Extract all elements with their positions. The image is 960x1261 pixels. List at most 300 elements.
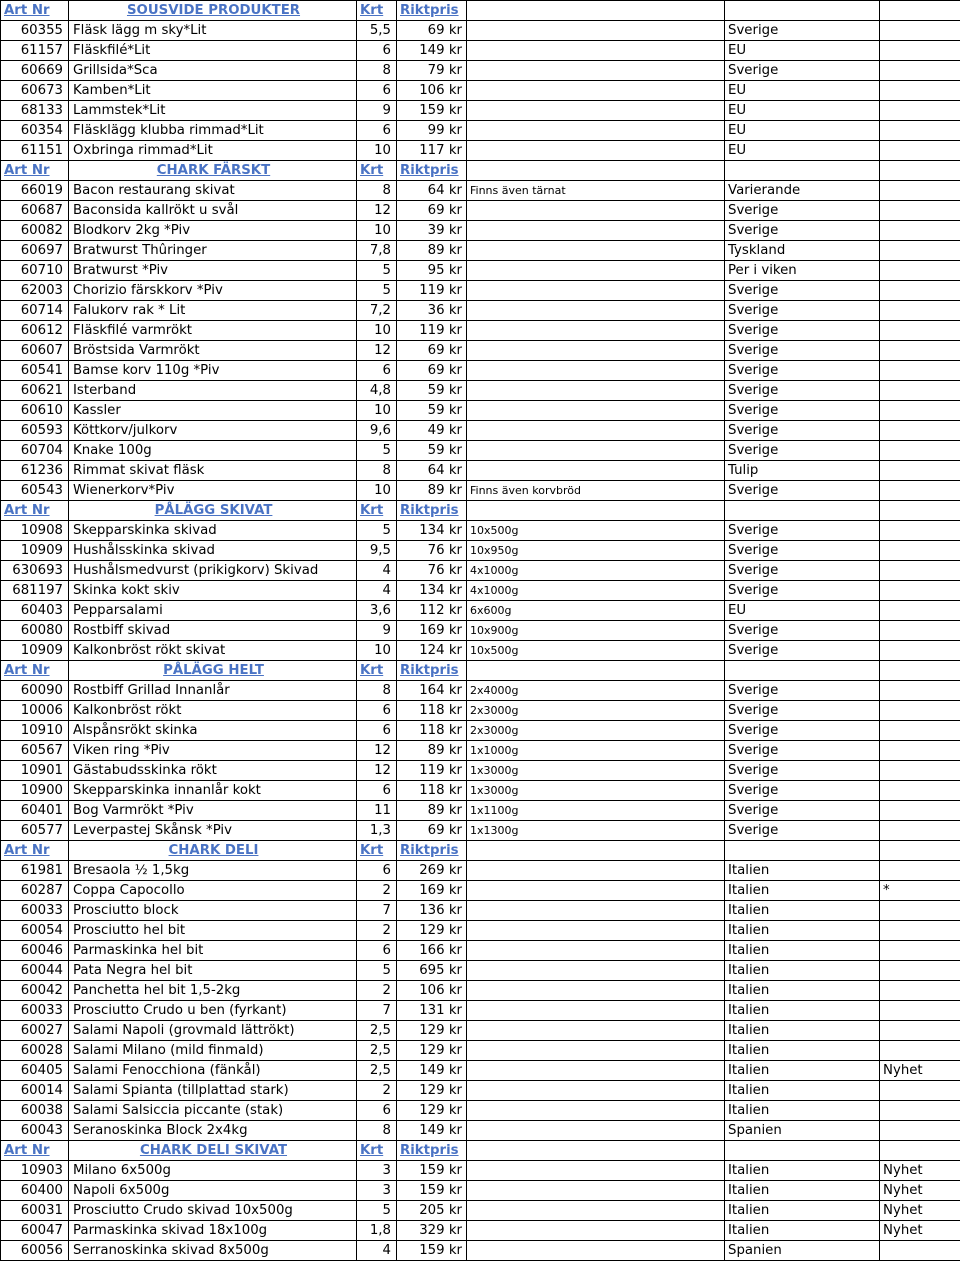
table-row (1, 1041, 960, 1061)
price-list-body (1, 1, 960, 1261)
product-flag (880, 941, 960, 961)
carton-quantity: 3 (357, 1161, 397, 1181)
header-riktpris: Riktpris (397, 661, 467, 681)
origin-country: Sverige (725, 381, 880, 401)
product-flag (880, 61, 960, 81)
product-note (467, 201, 725, 221)
product-name: Bog Varmrökt *Piv (69, 801, 357, 821)
product-name: Salami Fenocchiona (fänkål) (69, 1061, 357, 1081)
table-row (1, 861, 960, 881)
recommended-price: 59 kr (397, 381, 467, 401)
product-flag: Nyhet (880, 1181, 960, 1201)
article-number: 60541 (1, 361, 69, 381)
product-name: Alspånsrökt skinka (69, 721, 357, 741)
header-origin-empty (725, 1141, 880, 1161)
table-row (1, 101, 960, 121)
product-flag (880, 361, 960, 381)
table-row (1, 1001, 960, 1021)
origin-country: Sverige (725, 401, 880, 421)
recommended-price: 129 kr (397, 1101, 467, 1121)
carton-quantity: 8 (357, 461, 397, 481)
product-name: Serranoskinka skivad 8x500g (69, 1241, 357, 1261)
header-krt: Krt (357, 1, 397, 21)
product-name: Prosciutto hel bit (69, 921, 357, 941)
table-row (1, 601, 960, 621)
article-number: 60038 (1, 1101, 69, 1121)
product-flag (880, 981, 960, 1001)
product-flag: * (880, 881, 960, 901)
product-note: 1x1000g (467, 741, 725, 761)
origin-country: Italien (725, 901, 880, 921)
product-note (467, 921, 725, 941)
product-note (467, 861, 725, 881)
product-name: Fläskfilé*Lit (69, 41, 357, 61)
header-art-nr: Art Nr (1, 161, 69, 181)
article-number: 630693 (1, 561, 69, 581)
carton-quantity: 5 (357, 261, 397, 281)
recommended-price: 112 kr (397, 601, 467, 621)
recommended-price: 205 kr (397, 1201, 467, 1221)
origin-country: EU (725, 81, 880, 101)
carton-quantity: 5 (357, 521, 397, 541)
section-title: PÅLÄGG HELT (69, 661, 357, 681)
recommended-price: 149 kr (397, 1121, 467, 1141)
product-name: Seranoskinka Block 2x4kg (69, 1121, 357, 1141)
header-note-empty (467, 841, 725, 861)
section-title: CHARK FÄRSKT (69, 161, 357, 181)
recommended-price: 129 kr (397, 921, 467, 941)
origin-country: Italien (725, 881, 880, 901)
recommended-price: 76 kr (397, 541, 467, 561)
origin-country: Italien (725, 1001, 880, 1021)
table-row (1, 461, 960, 481)
origin-country: Tyskland (725, 241, 880, 261)
product-note (467, 961, 725, 981)
origin-country: Italien (725, 1061, 880, 1081)
header-flag-empty (880, 661, 960, 681)
recommended-price: 129 kr (397, 1041, 467, 1061)
product-flag (880, 221, 960, 241)
recommended-price: 89 kr (397, 741, 467, 761)
article-number: 60710 (1, 261, 69, 281)
article-number: 66019 (1, 181, 69, 201)
table-row (1, 441, 960, 461)
article-number: 60287 (1, 881, 69, 901)
product-note (467, 321, 725, 341)
table-row (1, 741, 960, 761)
recommended-price: 117 kr (397, 141, 467, 161)
carton-quantity: 3 (357, 1181, 397, 1201)
recommended-price: 695 kr (397, 961, 467, 981)
origin-country: EU (725, 141, 880, 161)
product-name: Napoli 6x500g (69, 1181, 357, 1201)
origin-country: Sverige (725, 281, 880, 301)
recommended-price: 329 kr (397, 1221, 467, 1241)
recommended-price: 106 kr (397, 981, 467, 1001)
origin-country: Italien (725, 1181, 880, 1201)
table-row (1, 181, 960, 201)
header-krt: Krt (357, 661, 397, 681)
article-number: 60704 (1, 441, 69, 461)
product-name: Prosciutto Crudo skivad 10x500g (69, 1201, 357, 1221)
recommended-price: 118 kr (397, 701, 467, 721)
product-flag (880, 261, 960, 281)
table-row (1, 641, 960, 661)
product-name: Milano 6x500g (69, 1161, 357, 1181)
product-name: Kassler (69, 401, 357, 421)
table-row (1, 901, 960, 921)
header-note-empty (467, 501, 725, 521)
origin-country: Sverige (725, 801, 880, 821)
article-number: 681197 (1, 581, 69, 601)
table-row (1, 521, 960, 541)
origin-country: Sverige (725, 221, 880, 241)
carton-quantity: 6 (357, 121, 397, 141)
header-origin-empty (725, 1, 880, 21)
origin-country: Italien (725, 921, 880, 941)
recommended-price: 166 kr (397, 941, 467, 961)
table-row (1, 361, 960, 381)
article-number: 60593 (1, 421, 69, 441)
carton-quantity: 9,6 (357, 421, 397, 441)
table-row (1, 1061, 960, 1081)
origin-country: Sverige (725, 321, 880, 341)
table-row (1, 781, 960, 801)
article-number: 60400 (1, 1181, 69, 1201)
carton-quantity: 9 (357, 621, 397, 641)
product-note (467, 301, 725, 321)
article-number: 60042 (1, 981, 69, 1001)
recommended-price: 79 kr (397, 61, 467, 81)
product-name: Kalkonbröst rökt (69, 701, 357, 721)
product-name: Chorizio färskkorv *Piv (69, 281, 357, 301)
recommended-price: 95 kr (397, 261, 467, 281)
product-name: Fläsk lägg m sky*Lit (69, 21, 357, 41)
product-note (467, 1081, 725, 1101)
table-row (1, 921, 960, 941)
recommended-price: 118 kr (397, 781, 467, 801)
product-name: Viken ring *Piv (69, 741, 357, 761)
article-number: 60607 (1, 341, 69, 361)
origin-country: EU (725, 101, 880, 121)
table-row (1, 41, 960, 61)
product-name: Bratwurst Thûringer (69, 241, 357, 261)
product-note: 2x3000g (467, 721, 725, 741)
table-row (1, 481, 960, 501)
origin-country: Italien (725, 1041, 880, 1061)
product-note (467, 981, 725, 1001)
carton-quantity: 6 (357, 721, 397, 741)
header-origin-empty (725, 661, 880, 681)
product-note: 2x4000g (467, 681, 725, 701)
article-number: 61151 (1, 141, 69, 161)
article-number: 10908 (1, 521, 69, 541)
article-number: 10909 (1, 641, 69, 661)
product-note (467, 61, 725, 81)
table-row (1, 61, 960, 81)
product-note: 6x600g (467, 601, 725, 621)
table-row (1, 561, 960, 581)
carton-quantity: 9,5 (357, 541, 397, 561)
table-row (1, 261, 960, 281)
product-flag (880, 561, 960, 581)
article-number: 60355 (1, 21, 69, 41)
product-name: Pata Negra hel bit (69, 961, 357, 981)
product-note (467, 101, 725, 121)
recommended-price: 136 kr (397, 901, 467, 921)
product-flag (880, 441, 960, 461)
product-name: Prosciutto block (69, 901, 357, 921)
table-row (1, 81, 960, 101)
product-flag (880, 681, 960, 701)
product-note: Finns även korvbröd (467, 481, 725, 501)
product-name: Panchetta hel bit 1,5-2kg (69, 981, 357, 1001)
product-flag (880, 781, 960, 801)
product-name: Parmaskinka hel bit (69, 941, 357, 961)
product-note (467, 1021, 725, 1041)
product-name: Gästabudsskinka rökt (69, 761, 357, 781)
carton-quantity: 4 (357, 1241, 397, 1261)
product-flag: Nyhet (880, 1061, 960, 1081)
product-name: Lammstek*Lit (69, 101, 357, 121)
product-flag (880, 301, 960, 321)
product-note (467, 1121, 725, 1141)
product-flag (880, 901, 960, 921)
product-flag (880, 381, 960, 401)
origin-country: Italien (725, 1021, 880, 1041)
product-name: Bröstsida Varmrökt (69, 341, 357, 361)
origin-country: Italien (725, 941, 880, 961)
product-flag (880, 721, 960, 741)
origin-country: EU (725, 41, 880, 61)
origin-country: Sverige (725, 701, 880, 721)
section-title: CHARK DELI SKIVAT (69, 1141, 357, 1161)
carton-quantity: 8 (357, 61, 397, 81)
table-row (1, 1241, 960, 1261)
product-flag (880, 1241, 960, 1261)
table-row (1, 1121, 960, 1141)
article-number: 60047 (1, 1221, 69, 1241)
article-number: 61236 (1, 461, 69, 481)
product-name: Isterband (69, 381, 357, 401)
carton-quantity: 12 (357, 201, 397, 221)
origin-country: Spanien (725, 1121, 880, 1141)
carton-quantity: 5 (357, 441, 397, 461)
product-flag (880, 961, 960, 981)
product-name: Salami Spianta (tillplattad stark) (69, 1081, 357, 1101)
origin-country: Spanien (725, 1241, 880, 1261)
carton-quantity: 11 (357, 801, 397, 821)
origin-country: Sverige (725, 61, 880, 81)
header-flag-empty (880, 1, 960, 21)
table-row (1, 121, 960, 141)
origin-country: Sverige (725, 301, 880, 321)
recommended-price: 159 kr (397, 1161, 467, 1181)
recommended-price: 39 kr (397, 221, 467, 241)
product-flag: Nyhet (880, 1221, 960, 1241)
section-title: SOUSVIDE PRODUKTER (69, 1, 357, 21)
article-number: 10006 (1, 701, 69, 721)
table-row (1, 681, 960, 701)
header-art-nr: Art Nr (1, 501, 69, 521)
article-number: 60567 (1, 741, 69, 761)
origin-country: Italien (725, 861, 880, 881)
product-note (467, 241, 725, 261)
carton-quantity: 7 (357, 1001, 397, 1021)
origin-country: Sverige (725, 781, 880, 801)
carton-quantity: 5 (357, 281, 397, 301)
article-number: 60082 (1, 221, 69, 241)
recommended-price: 159 kr (397, 101, 467, 121)
carton-quantity: 10 (357, 641, 397, 661)
carton-quantity: 10 (357, 321, 397, 341)
carton-quantity: 2 (357, 881, 397, 901)
recommended-price: 99 kr (397, 121, 467, 141)
recommended-price: 159 kr (397, 1181, 467, 1201)
origin-country: Sverige (725, 481, 880, 501)
recommended-price: 106 kr (397, 81, 467, 101)
recommended-price: 119 kr (397, 281, 467, 301)
product-note (467, 401, 725, 421)
product-flag (880, 141, 960, 161)
carton-quantity: 5,5 (357, 21, 397, 41)
article-number: 60033 (1, 1001, 69, 1021)
carton-quantity: 4 (357, 581, 397, 601)
carton-quantity: 3,6 (357, 601, 397, 621)
recommended-price: 149 kr (397, 41, 467, 61)
carton-quantity: 12 (357, 741, 397, 761)
product-name: Salami Milano (mild finmald) (69, 1041, 357, 1061)
product-name: Hushålsmedvurst (prikigkorv) Skivad (69, 561, 357, 581)
product-flag (880, 281, 960, 301)
table-row (1, 821, 960, 841)
table-row (1, 21, 960, 41)
carton-quantity: 12 (357, 341, 397, 361)
article-number: 61981 (1, 861, 69, 881)
recommended-price: 119 kr (397, 321, 467, 341)
product-flag (880, 701, 960, 721)
product-note (467, 441, 725, 461)
product-name: Skinka kokt skiv (69, 581, 357, 601)
product-note: Finns även tärnat (467, 181, 725, 201)
header-riktpris: Riktpris (397, 1, 467, 21)
product-name: Rostbiff Grillad Innanlår (69, 681, 357, 701)
table-row (1, 981, 960, 1001)
carton-quantity: 6 (357, 41, 397, 61)
product-note (467, 361, 725, 381)
carton-quantity: 8 (357, 1121, 397, 1141)
article-number: 60714 (1, 301, 69, 321)
header-krt: Krt (357, 161, 397, 181)
recommended-price: 269 kr (397, 861, 467, 881)
product-name: Salami Napoli (grovmald lättrökt) (69, 1021, 357, 1041)
recommended-price: 129 kr (397, 1081, 467, 1101)
article-number: 60080 (1, 621, 69, 641)
product-note (467, 381, 725, 401)
origin-country: Tulip (725, 461, 880, 481)
product-name: Hushålsskinka skivad (69, 541, 357, 561)
recommended-price: 164 kr (397, 681, 467, 701)
product-name: Rostbiff skivad (69, 621, 357, 641)
table-row (1, 1201, 960, 1221)
carton-quantity: 1,3 (357, 821, 397, 841)
article-number: 10901 (1, 761, 69, 781)
product-name: Grillsida*Sca (69, 61, 357, 81)
origin-country: Italien (725, 1161, 880, 1181)
product-name: Coppa Capocollo (69, 881, 357, 901)
article-number: 60543 (1, 481, 69, 501)
table-row (1, 281, 960, 301)
product-flag (880, 481, 960, 501)
article-number: 60405 (1, 1061, 69, 1081)
product-name: Baconsida kallrökt u svål (69, 201, 357, 221)
product-flag (880, 621, 960, 641)
product-name: Fläsklägg klubba rimmad*Lit (69, 121, 357, 141)
product-name: Köttkorv/julkorv (69, 421, 357, 441)
carton-quantity: 5 (357, 961, 397, 981)
origin-country: Sverige (725, 541, 880, 561)
recommended-price: 129 kr (397, 1021, 467, 1041)
header-krt: Krt (357, 501, 397, 521)
product-note (467, 421, 725, 441)
product-note (467, 81, 725, 101)
header-note-empty (467, 661, 725, 681)
table-row (1, 621, 960, 641)
article-number: 60054 (1, 921, 69, 941)
product-name: Rimmat skivat fläsk (69, 461, 357, 481)
origin-country: Sverige (725, 561, 880, 581)
product-flag (880, 541, 960, 561)
article-number: 62003 (1, 281, 69, 301)
product-flag (880, 181, 960, 201)
article-number: 60687 (1, 201, 69, 221)
section-header-row (1, 161, 960, 181)
product-flag (880, 421, 960, 441)
product-name: Leverpastej Skånsk *Piv (69, 821, 357, 841)
header-note-empty (467, 1141, 725, 1161)
product-flag (880, 641, 960, 661)
section-header-row (1, 1141, 960, 1161)
recommended-price: 49 kr (397, 421, 467, 441)
origin-country: Sverige (725, 761, 880, 781)
section-header-row (1, 501, 960, 521)
product-note: 1x3000g (467, 761, 725, 781)
product-name: Bacon restaurang skivat (69, 181, 357, 201)
section-title: CHARK DELI (69, 841, 357, 861)
recommended-price: 69 kr (397, 21, 467, 41)
recommended-price: 69 kr (397, 821, 467, 841)
table-row (1, 701, 960, 721)
recommended-price: 131 kr (397, 1001, 467, 1021)
product-note: 1x3000g (467, 781, 725, 801)
origin-country: Sverige (725, 201, 880, 221)
carton-quantity: 10 (357, 401, 397, 421)
carton-quantity: 10 (357, 221, 397, 241)
product-note: 10x500g (467, 641, 725, 661)
header-art-nr: Art Nr (1, 1, 69, 21)
header-krt: Krt (357, 1141, 397, 1161)
table-row (1, 1081, 960, 1101)
product-note (467, 1241, 725, 1261)
carton-quantity: 9 (357, 101, 397, 121)
recommended-price: 134 kr (397, 581, 467, 601)
carton-quantity: 6 (357, 701, 397, 721)
product-note (467, 1041, 725, 1061)
product-note: 10x500g (467, 521, 725, 541)
article-number: 60621 (1, 381, 69, 401)
product-flag (880, 101, 960, 121)
origin-country: Sverige (725, 421, 880, 441)
